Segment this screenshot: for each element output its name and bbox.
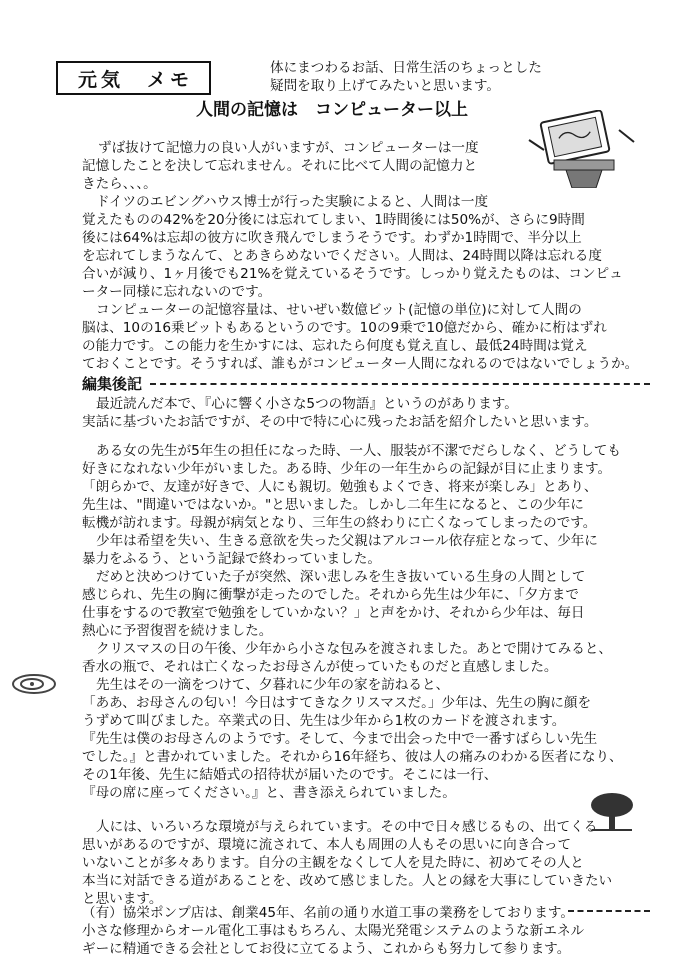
editorial-line: クリスマスの日の午後、少年から小さな包みを渡されました。あとで開けてみると、 bbox=[96, 641, 613, 657]
article-line: 脳は、10の16乗ビットもあるというのです。10の9乗で10億だから、確かに桁はずれ bbox=[82, 320, 607, 336]
article-line: ーター同様に忘れないのです。 bbox=[82, 284, 272, 300]
memo-title-box bbox=[56, 61, 211, 95]
editorial-line: うずめて叫びました。卒業式の日、先生は少年から1枚のカードを渡されます。 bbox=[82, 713, 566, 729]
editorial-line: 「朗らかで、友達が好きで、人にも親切。勉強もよくでき、将来が楽しみ」とあり、 bbox=[82, 479, 598, 495]
editorial-line: その1年後、先生に結婚式の招待状が届いたのです。そこには一行、 bbox=[82, 767, 498, 783]
editorial-line: 仕事をするので教室で勉強をしていかない？」と声をかけ、それから少年は、毎日 bbox=[82, 605, 585, 621]
article-line: 合いが減り、1ヶ月後でも21%を覚えているそうです。しっかり覚えたものは、コンピュ bbox=[82, 266, 623, 282]
article-heading: 人間の記憶は コンピューター以上 bbox=[196, 100, 468, 120]
editorial-line: 『先生は僕のお母さんのようです。そして、今まで出会った中で一番すばらしい先生 bbox=[82, 731, 598, 747]
editorial-line: 先生はその一滴をつけて、夕暮れに少年の家を訪ねると、 bbox=[96, 677, 450, 693]
editorial-line: 転機が訪れます。母親が病気となり、三年生の終わりに亡くなってしまったのです。 bbox=[82, 515, 597, 531]
editorial-line: 最近読んだ本で、『心に響く小さな5つの物語』というのがあります。 bbox=[96, 396, 518, 412]
intro-line: 疑問を取り上げてみたいと思います。 bbox=[270, 78, 501, 94]
editorial-line: だめと決めつけていた子が突然、深い悲しみを生き抜いている生身の人間として bbox=[96, 569, 586, 585]
editorial-line: 「ああ、お母さんの匂い！今日はすてきなクリスマスだ。」少年は、先生の胸に顔を bbox=[82, 695, 592, 711]
article-line: の能力です。この能力を生かすには、忘れたら何度も覚え直し、最低24時間は覚え bbox=[82, 338, 588, 354]
editorial-line: 実話に基づいたお話ですが、その中で特に心に残ったお話を紹介したいと思います。 bbox=[82, 414, 598, 430]
article-line: コンピューターの記憶容量は、せいぜい数億ビット(記憶の単位)に対して人間の bbox=[96, 302, 582, 318]
editorial-line: 思いがあるのですが、環境に流されて、本人も周囲の人もその思いに向き合って bbox=[82, 837, 572, 853]
editorial-line: 先生は、"間違いではないか。"と思いました。しかし二年生になると、この少年に bbox=[82, 497, 584, 513]
company-line: （有）協栄ポンプ店は、創業45年、名前の通り水道工事の業務をしております。 bbox=[82, 905, 574, 921]
editorial-line: ある女の先生が5年生の担任になった時、一人、服装が不潔でだらしなく、どうしても bbox=[96, 443, 621, 459]
article-line: きたら、、、。 bbox=[82, 176, 157, 192]
article-line: 覚えたものの42%を20分後には忘れてしまい、1時間後には50%が、さらに9時間 bbox=[82, 212, 585, 228]
editorial-line: 香水の瓶で、それは亡くなったお母さんが使っていたものだと直感しました。 bbox=[82, 659, 558, 675]
intro-line: 体にまつわるお話、日常生活のちょっとした bbox=[270, 60, 542, 76]
tree-illustration bbox=[588, 790, 636, 832]
memo-title: 元気 メモ bbox=[77, 69, 193, 91]
editorial-line: 『母の席に座ってください。』と、書き添えられていました。 bbox=[82, 785, 456, 801]
computer-illustration bbox=[524, 110, 636, 188]
article-line: を忘れてしまうなんて、とあきらめないでください。人間は、24時間以降は忘れる度 bbox=[82, 248, 602, 264]
swirl-decoration bbox=[10, 672, 58, 696]
article-line: ておくことです。そうすれば、誰もがコンピューター人間になれるのではないでしょうか。 bbox=[82, 356, 639, 372]
section-divider bbox=[568, 910, 650, 912]
article-line: 記憶したことを決して忘れません。それに比べて人間の記憶力と bbox=[82, 158, 478, 174]
editorial-line: 少年は希望を失い、生きる意欲を失った父親はアルコール依存症となって、少年に bbox=[96, 533, 598, 549]
company-line: ギーに精通できる会社としてお役に立てるよう、これからも努力して参ります。 bbox=[82, 941, 571, 957]
editorial-line: 暴力をふるう、という記録で終わっていました。 bbox=[82, 551, 381, 567]
editorial-line: いないことが多々あります。自分の主観をなくして人を見た時に、初めてその人と bbox=[82, 855, 584, 871]
editorial-line: 本当に対話できる道があることを、改めて感じました。人との縁を大事にしていきたい bbox=[82, 873, 613, 889]
editorial-title: 編集後記 bbox=[82, 375, 143, 393]
editorial-line: 人には、いろいろな環境が与えられています。その中で日々感じるもの、出てくる bbox=[96, 819, 598, 835]
company-line: 小さな修理からオール電化工事はもちろん、太陽光発電システムのような新エネル bbox=[82, 923, 585, 939]
editorial-line: でした。』と書かれていました。それから16年経ち、彼は人の痛みのわかる医者になり、 bbox=[82, 749, 623, 765]
section-divider bbox=[150, 383, 650, 385]
editorial-line: 好きになれない少年がいました。ある時、少年の一年生からの記録が目に止まります。 bbox=[82, 461, 612, 477]
article-line: ドイツのエビングハウス博士が行った実験によると、人間は一度 bbox=[96, 194, 489, 210]
editorial-line: 熱心に予習復習を続けました。 bbox=[82, 623, 273, 639]
editorial-line: と思います。 bbox=[82, 891, 163, 907]
editorial-line: 感じられ、先生の胸に衝撃が走ったのでした。それから先生は少年に、「夕方まで bbox=[82, 587, 579, 603]
article-line: 後には64%は忘却の彼方に吹き飛んでしまうそうです。わずか1時間で、半分以上 bbox=[82, 230, 582, 246]
article-line: ずば抜けて記憶力の良い人がいますが、コンピューターは一度 bbox=[98, 140, 479, 156]
